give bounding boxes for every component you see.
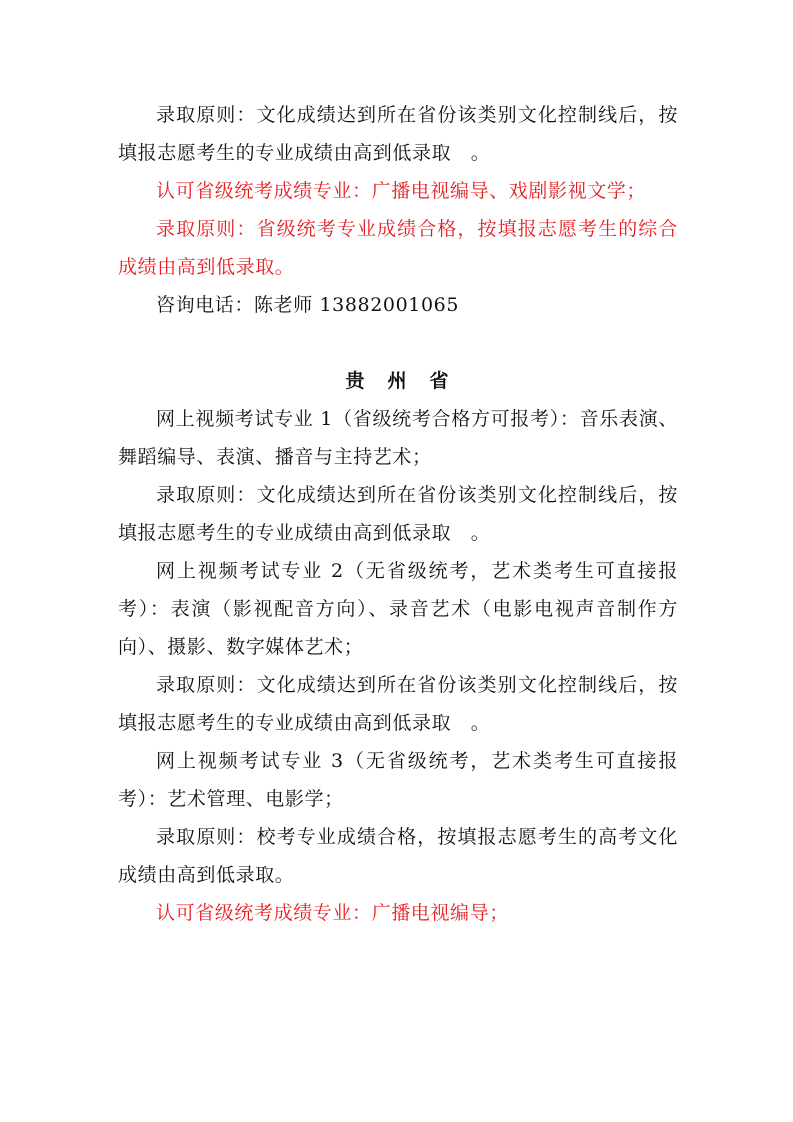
admission-principle-paragraph: 录取原则：校考专业成绩合格，按填报志愿考生的高考文化成绩由高到低录取。	[118, 826, 678, 886]
admission-principle-paragraph: 录取原则：文化成绩达到所在省份该类别文化控制线后，按填报志愿考生的专业成绩由高到低录取 。	[118, 104, 678, 164]
province-heading-guizhou: 贵 州 省	[345, 370, 451, 392]
admission-principle-paragraph: 录取原则：文化成绩达到所在省份该类别文化控制线后，按填报志愿考生的专业成绩由高到低录取 。	[118, 674, 678, 734]
document-body	[118, 96, 678, 932]
section-spacer	[118, 324, 678, 362]
recognized-exam-majors-paragraph: 认可省级统考成绩专业：广播电视编导、戏剧影视文学；	[156, 180, 647, 202]
recognized-exam-majors-paragraph: 认可省级统考成绩专业：广播电视编导；	[156, 902, 509, 924]
video-exam-major-1-paragraph: 网上视频考试专业 1（省级统考合格方可报考）：音乐表演、舞蹈编导、表演、播音与主持艺术；	[118, 408, 678, 468]
video-exam-major-2-paragraph: 网上视频考试专业 2（无省级统考，艺术类考生可直接报考）：表演（影视配音方向）、录音艺术（电影电视声音制作方向）、摄影、数字媒体艺术；	[118, 560, 678, 658]
contact-phone-paragraph: 咨询电话：陈老师 13882001065	[156, 294, 460, 316]
video-exam-major-3-paragraph: 网上视频考试专业 3（无省级统考，艺术类考生可直接报考）：艺术管理、电影学；	[118, 750, 678, 810]
admission-principle-red-paragraph: 录取原则：省级统考专业成绩合格，按填报志愿考生的综合成绩由高到低录取。	[118, 218, 678, 278]
admission-principle-paragraph: 录取原则：文化成绩达到所在省份该类别文化控制线后，按填报志愿考生的专业成绩由高到低录取 。	[118, 484, 678, 544]
